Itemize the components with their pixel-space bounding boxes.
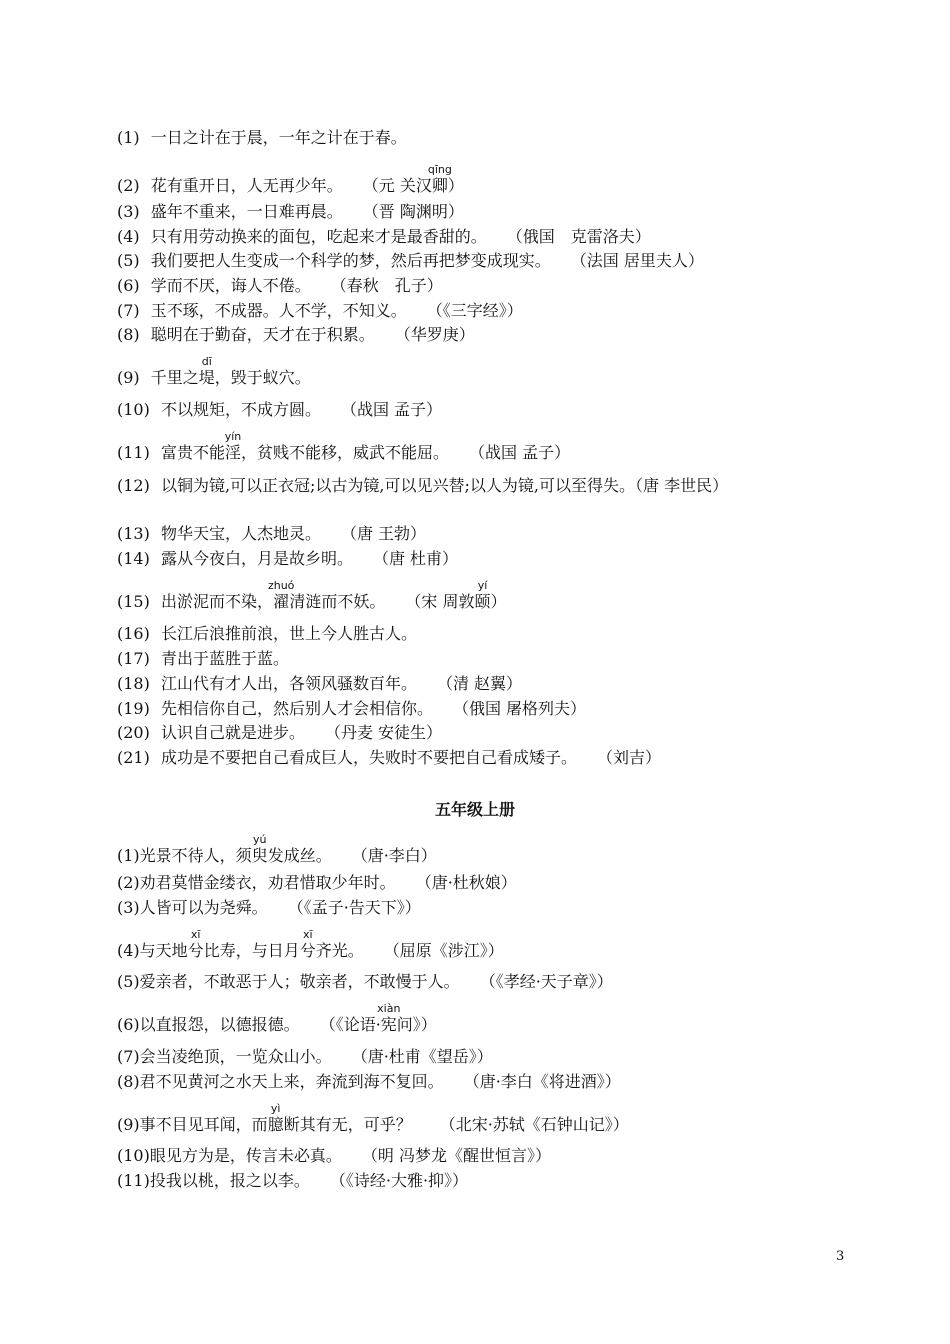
- quote-source: （晋 陶渊明）: [370, 202, 464, 221]
- item-number: (19): [117, 699, 150, 718]
- quote-text: 江山代有才人出，各领风骚数百年。: [160, 674, 417, 693]
- quote-text: 盛年不重来，一日难再晨。: [150, 202, 343, 221]
- quote-text: 会当凌绝顶，一览众山小。: [139, 1047, 332, 1066]
- quote-line-16: [117, 624, 417, 644]
- item-number: (10): [117, 400, 150, 419]
- quote-line-10: [117, 400, 442, 420]
- item-number: (4): [117, 941, 140, 960]
- quote-line-9: [117, 356, 311, 396]
- quote-source: （唐 杜甫）: [380, 549, 459, 568]
- page-number: 3: [836, 1249, 845, 1264]
- quote-line-s2-3: [117, 898, 421, 918]
- quote-line-3: [117, 202, 464, 222]
- quote-source: （《诗经·大雅·抑》）: [337, 1171, 469, 1190]
- section-heading: 五年级上册: [434, 800, 515, 819]
- quote-line-4: [117, 227, 651, 247]
- quote-text: 一日之计在于晨，一年之计在于春。: [150, 128, 407, 147]
- item-number: (8): [117, 325, 140, 344]
- quote-text: 以铜为镜,可以正衣冠;以古为镜,可以见兴替;以人为镜,可以至得失。（唐 李世民）: [160, 476, 729, 495]
- quote-source: （刘吉）: [604, 748, 661, 767]
- item-number: (10): [117, 1146, 150, 1165]
- quote-source: （宋 周敦颐yí）: [413, 579, 507, 611]
- item-number: (18): [117, 674, 150, 693]
- item-number: (17): [117, 649, 150, 668]
- quote-text: 与天地兮xī比寿，与日月兮xī齐光。: [139, 928, 364, 960]
- quote-text: 我们要把人生变成一个科学的梦，然后再把梦变成现实。: [150, 251, 551, 270]
- quote-text: 青出于蓝胜于蓝。: [160, 649, 289, 668]
- quote-line-8: [117, 325, 475, 345]
- pinyin-annotation: 颐yí: [474, 579, 491, 611]
- quote-text: 爱亲者，不敢恶于人；敬亲者，不敢慢于人。: [139, 972, 460, 991]
- quote-source: （《三字经》）: [434, 301, 523, 320]
- pinyin-annotation: 堤dī: [198, 355, 215, 387]
- item-number: (21): [117, 748, 150, 767]
- item-number: (6): [117, 1015, 140, 1034]
- item-number: (9): [117, 1115, 140, 1134]
- item-number: (4): [117, 227, 140, 246]
- quote-source: （唐·李白）: [359, 846, 437, 865]
- pinyin-annotation: 濯zhuó: [267, 579, 295, 611]
- item-number: (1): [117, 846, 140, 865]
- quote-text: 花有重开日，人无再少年。: [150, 176, 343, 195]
- item-number: (3): [117, 202, 140, 221]
- quote-text: 露从今夜白，月是故乡明。: [160, 549, 353, 568]
- quote-text: 认识自己就是进步。: [160, 723, 305, 742]
- quote-source: （《论语·宪xiàn问》）: [327, 1002, 437, 1034]
- item-number: (2): [117, 176, 140, 195]
- quote-text: 不以规矩，不成方圆。: [160, 400, 321, 419]
- quote-text: 只有用劳动换来的面包，吃起来才是最香甜的。: [150, 227, 487, 246]
- quote-text: 君不见黄河之水天上来，奔流到海不复回。: [139, 1072, 444, 1091]
- quote-source: （唐·杜秋娘）: [423, 873, 517, 892]
- quote-line-2: [117, 164, 464, 204]
- quote-text: 富贵不能淫yín，贫贱不能移，威武不能屈。: [160, 430, 449, 462]
- quote-source: （俄国 克雷洛夫）: [514, 227, 651, 246]
- item-number: (2): [117, 873, 140, 892]
- quote-source: （俄国 屠格列夫）: [460, 699, 587, 718]
- quote-text: 学而不厌，诲人不倦。: [150, 276, 311, 295]
- quote-line-s2-5: [117, 972, 613, 992]
- quote-line-s2-1: [117, 834, 437, 874]
- item-number: (9): [117, 368, 140, 387]
- quote-source: （《孝经·天子章》）: [487, 972, 613, 991]
- quote-source: （战国 孟子）: [476, 443, 571, 462]
- quote-line-14: [117, 549, 458, 569]
- quote-line-1: [117, 128, 407, 148]
- quote-source: （元 关汉卿qīng）: [370, 163, 464, 195]
- quote-line-s2-7: [117, 1047, 493, 1067]
- quote-line-s2-4: [117, 929, 504, 969]
- quote-line-s2-8: [117, 1072, 621, 1092]
- quote-text: 眼见方为是，传言未必真。: [149, 1146, 342, 1165]
- quote-line-17: [117, 649, 289, 669]
- quote-text: 长江后浪推前浪，世上今人胜古人。: [160, 624, 417, 643]
- item-number: (3): [117, 898, 140, 917]
- item-number: (15): [117, 592, 150, 611]
- item-number: (1): [117, 128, 140, 147]
- quote-text: 千里之堤dī，毁于蚁穴。: [150, 355, 311, 387]
- quote-text: 聪明在于勤奋，天才在于积累。: [150, 325, 375, 344]
- pinyin-annotation: 卿qīng: [427, 163, 452, 195]
- quote-line-s2-6: [117, 1003, 437, 1043]
- item-number: (5): [117, 972, 140, 991]
- quote-line-13: [117, 524, 426, 544]
- quote-line-21: [117, 748, 661, 768]
- item-number: (11): [117, 1171, 150, 1190]
- quote-source: （丹麦 安徒生）: [332, 723, 443, 742]
- item-number: (8): [117, 1072, 140, 1091]
- quote-line-19: [117, 699, 586, 719]
- quote-line-20: [117, 723, 442, 743]
- quote-line-18: [117, 674, 522, 694]
- pinyin-annotation: 兮xī: [187, 928, 204, 960]
- pinyin-annotation: 宪xiàn: [377, 1002, 401, 1034]
- quote-text: 先相信你自己，然后别人才会相信你。: [160, 699, 433, 718]
- quote-line-15: [117, 580, 507, 620]
- quote-source: （明 冯梦龙《醒世恒言》）: [369, 1146, 551, 1165]
- pinyin-annotation: 兮xī: [299, 928, 316, 960]
- quote-text: 以直报怨，以德报德。: [139, 1015, 300, 1034]
- quote-source: （法国 居里夫人）: [578, 251, 704, 270]
- item-number: (20): [117, 723, 150, 742]
- quote-source: （《孟子·告天下》）: [295, 898, 421, 917]
- quote-source: （唐·李白《将进酒》）: [471, 1072, 621, 1091]
- quote-source: （战国 孟子）: [348, 400, 443, 419]
- item-number: (13): [117, 524, 150, 543]
- quote-text: 投我以桃，报之以李。: [149, 1171, 310, 1190]
- quote-line-s2-10: [117, 1146, 551, 1166]
- item-number: (7): [117, 1047, 140, 1066]
- pinyin-annotation: 臆yì: [267, 1102, 284, 1134]
- quote-source: （华罗庚）: [402, 325, 475, 344]
- quote-line-5: [117, 251, 704, 271]
- quote-source: （屈原《涉江》）: [391, 941, 504, 960]
- quote-line-6: [117, 276, 443, 296]
- quote-line-s2-2: [117, 873, 517, 893]
- quote-line-s2-9: [117, 1103, 629, 1143]
- quote-source: （唐·杜甫《望岳》）: [359, 1047, 493, 1066]
- quote-text: 劝君莫惜金缕衣，劝君惜取少年时。: [139, 873, 396, 892]
- quote-source: （清 赵翼）: [444, 674, 523, 693]
- item-number: (5): [117, 251, 140, 270]
- quote-source: （北宋·苏轼《石钟山记》）: [439, 1115, 629, 1134]
- quote-line-11: [117, 431, 570, 471]
- item-number: (14): [117, 549, 150, 568]
- pinyin-annotation: 臾yú: [251, 833, 268, 865]
- quote-text: 事不目见耳闻，而臆yì断其有无，可乎？: [139, 1102, 412, 1134]
- item-number: (7): [117, 301, 140, 320]
- item-number: (16): [117, 624, 150, 643]
- quote-text: 出淤泥而不染，濯zhuó清涟而不妖。: [160, 579, 386, 611]
- item-number: (6): [117, 276, 140, 295]
- quote-line-7: [117, 301, 523, 321]
- quote-text: 物华天宝，人杰地灵。: [160, 524, 321, 543]
- quote-text: 光景不待人，须臾yú发成丝。: [139, 833, 332, 865]
- quote-line-12: [117, 474, 852, 498]
- quote-line-s2-11: [117, 1171, 468, 1191]
- quote-text: 玉不琢，不成器。人不学，不知义。: [150, 301, 407, 320]
- item-number: (12): [117, 476, 150, 495]
- quote-source: （春秋 孔子）: [338, 276, 443, 295]
- pinyin-annotation: 淫yín: [224, 430, 242, 462]
- quote-text: 人皆可以为尧舜。: [139, 898, 268, 917]
- quote-source: （唐 王勃）: [348, 524, 427, 543]
- item-number: (11): [117, 443, 150, 462]
- quote-text: 成功是不要把自己看成巨人，失败时不要把自己看成矮子。: [160, 748, 577, 767]
